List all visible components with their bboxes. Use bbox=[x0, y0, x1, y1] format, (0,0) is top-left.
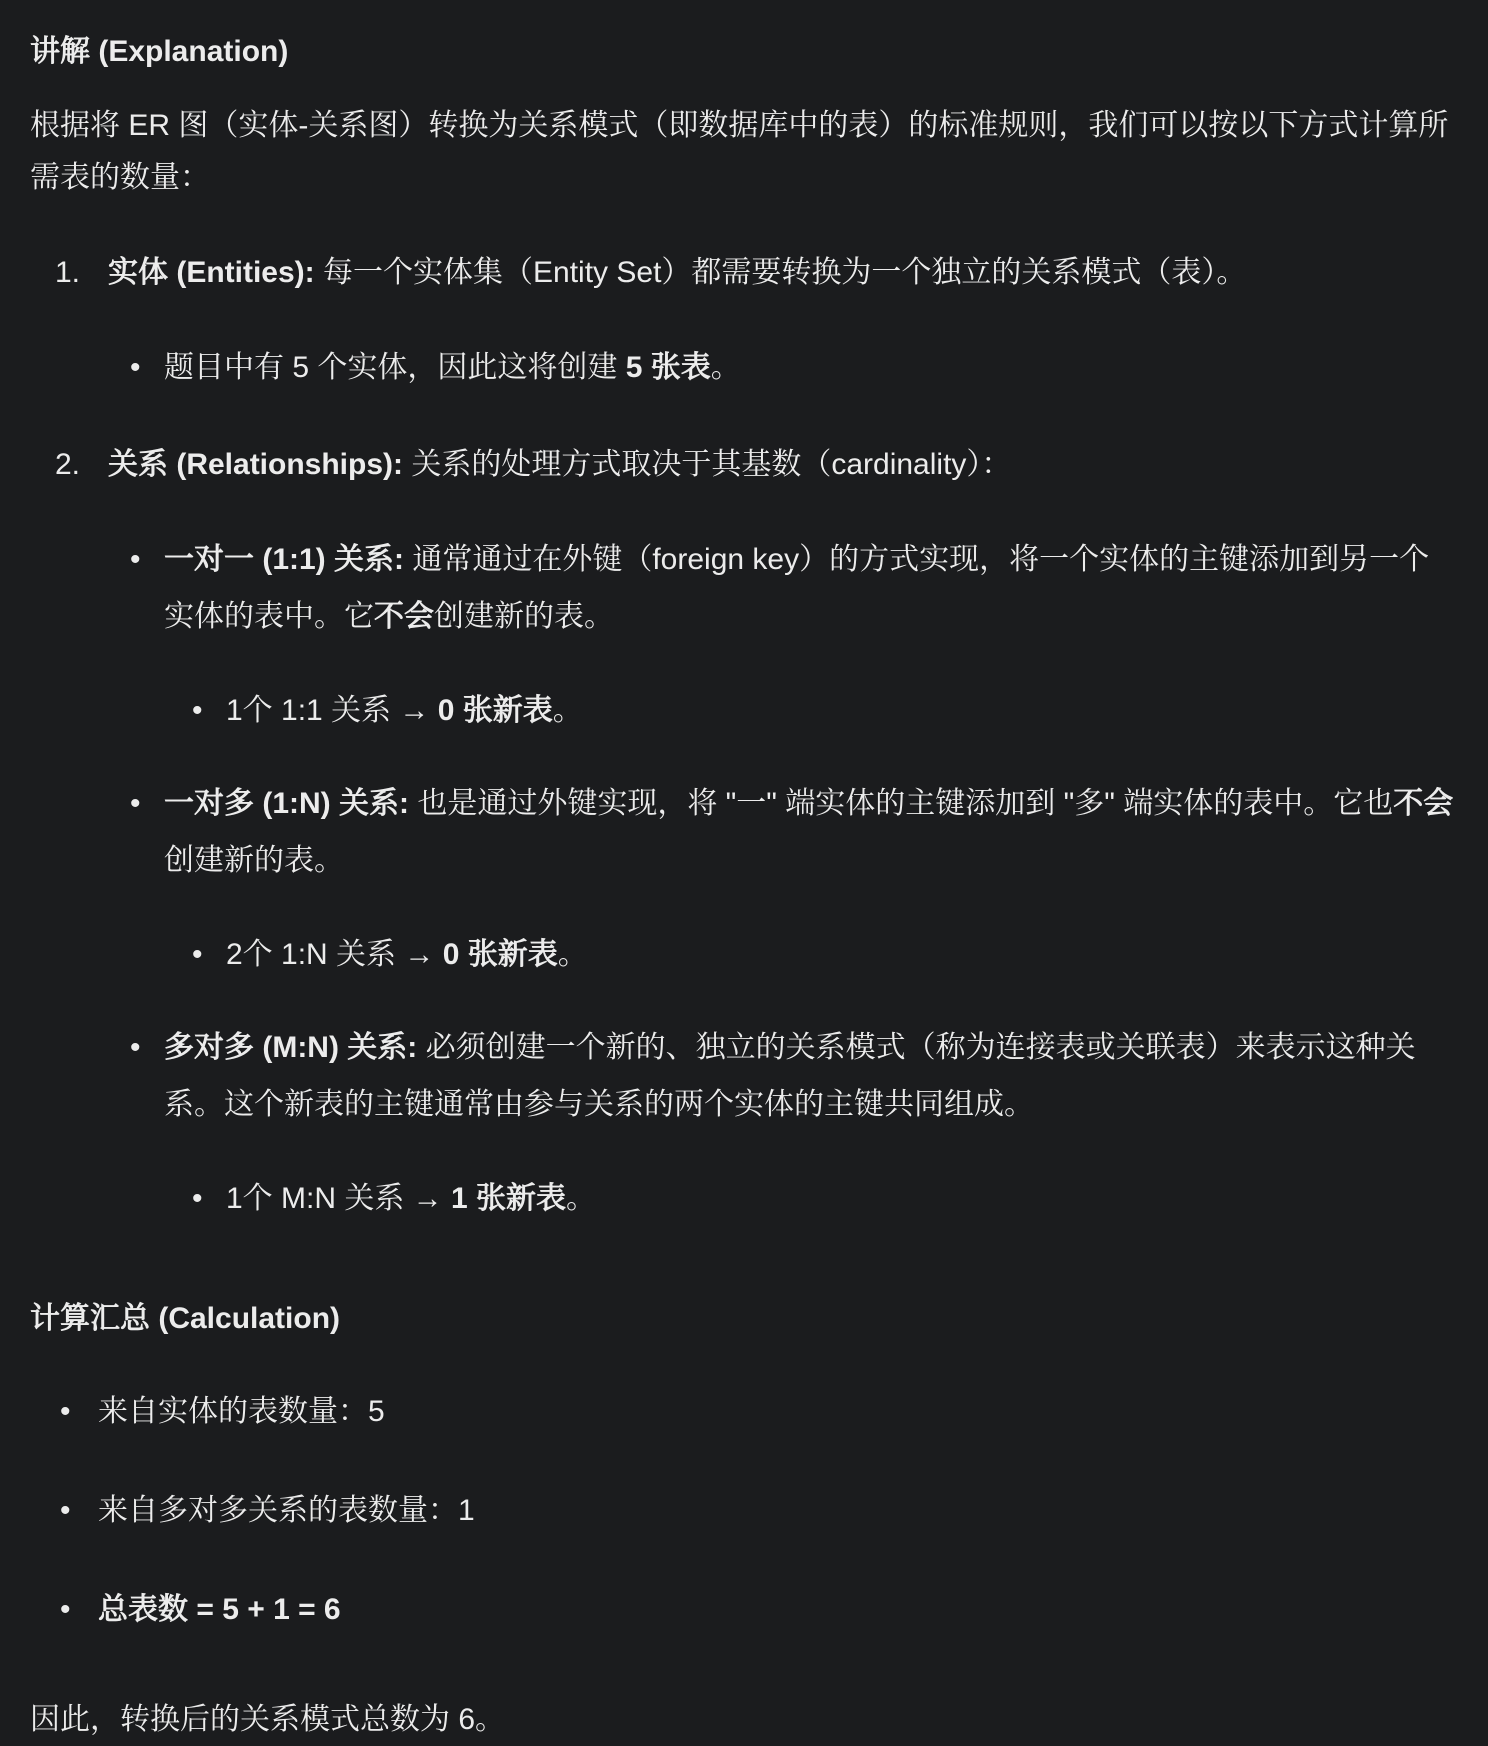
entities-sub-text: 题目中有 5 个实体，因此这将创建 5 张表。 bbox=[164, 351, 741, 384]
rel-MtoN-item bbox=[108, 1019, 1458, 1225]
rel-1toN-item bbox=[108, 775, 1458, 981]
calculation-heading: 计算汇总 (Calculation) bbox=[30, 1302, 341, 1335]
rel-1to1-sub-text: 1个 1:1 关系 → 0 张新表。 bbox=[226, 694, 583, 727]
conclusion-paragraph: 因此，转换后的关系模式总数为 6。 bbox=[30, 1703, 506, 1736]
entities-text: 实体 (Entities): 每一个实体集（Entity Set）都需要转换为一个独立的关系模式（表）。 bbox=[108, 256, 1247, 289]
rel-1toN-sub-item bbox=[164, 929, 1458, 981]
bullet-icon: • bbox=[130, 543, 141, 576]
list-item-relationships bbox=[30, 436, 1458, 1225]
calculation-list bbox=[30, 1383, 1458, 1638]
rel-1toN-sub-text: 2个 1:N 关系 → 0 张新表。 bbox=[226, 938, 588, 971]
list-number: 2. bbox=[54, 448, 80, 481]
ordered-list bbox=[30, 244, 1458, 1225]
bullet-icon: • bbox=[192, 694, 203, 727]
bullet-icon: • bbox=[60, 1593, 71, 1626]
entities-sub-item bbox=[108, 339, 1458, 396]
list-item-entities bbox=[30, 244, 1458, 396]
rel-MtoN-sub-text: 1个 M:N 关系 → 1 张新表。 bbox=[226, 1182, 597, 1215]
relationships-text: 关系 (Relationships): 关系的处理方式取决于其基数（cardinality）： bbox=[108, 448, 1012, 481]
bullet-icon: • bbox=[130, 351, 141, 384]
calc-total-text: 总表数 = 5 + 1 = 6 bbox=[98, 1593, 341, 1626]
calc-mn-item bbox=[30, 1482, 1458, 1539]
rel-1to1-sub-item bbox=[164, 685, 1458, 737]
rel-1to1-item bbox=[108, 531, 1458, 737]
bullet-icon: • bbox=[192, 1182, 203, 1215]
explanation-section bbox=[30, 30, 1458, 1225]
calc-mn-text: 来自多对多关系的表数量：1 bbox=[98, 1494, 475, 1527]
rel-1to1-text: 一对一 (1:1) 关系: 通常通过在外键（foreign key）的方式实现，将一个实体的主键添加到另一个实体的表中。它不会创建新的表。 bbox=[164, 543, 1430, 633]
bullet-icon: • bbox=[192, 938, 203, 971]
calculation-section bbox=[30, 1297, 1458, 1638]
bullet-icon: • bbox=[60, 1395, 71, 1428]
list-number: 1. bbox=[54, 256, 80, 289]
calc-entities-item bbox=[30, 1383, 1458, 1440]
explanation-heading: 讲解 (Explanation) bbox=[30, 35, 289, 68]
calc-entities-text: 来自实体的表数量：5 bbox=[98, 1395, 385, 1428]
intro-paragraph: 根据将 ER 图（实体-关系图）转换为关系模式（即数据库中的表）的标准规则，我们可以按以下方式计算所需表的数量： bbox=[30, 109, 1449, 194]
rel-MtoN-sub-item bbox=[164, 1173, 1458, 1225]
bullet-icon: • bbox=[60, 1494, 71, 1527]
calc-total-item bbox=[30, 1581, 1458, 1638]
rel-MtoN-text: 多对多 (M:N) 关系: 必须创建一个新的、独立的关系模式（称为连接表或关联表）来表示这种关系。这个新表的主键通常由参与关系的两个实体的主键共同组成。 bbox=[164, 1031, 1416, 1121]
bullet-icon: • bbox=[130, 1031, 141, 1064]
bullet-icon: • bbox=[130, 787, 141, 820]
rel-1toN-text: 一对多 (1:N) 关系: 也是通过外键实现，将 "一" 端实体的主键添加到 "多" 端实体的表中。它也不会创建新的表。 bbox=[164, 787, 1454, 877]
